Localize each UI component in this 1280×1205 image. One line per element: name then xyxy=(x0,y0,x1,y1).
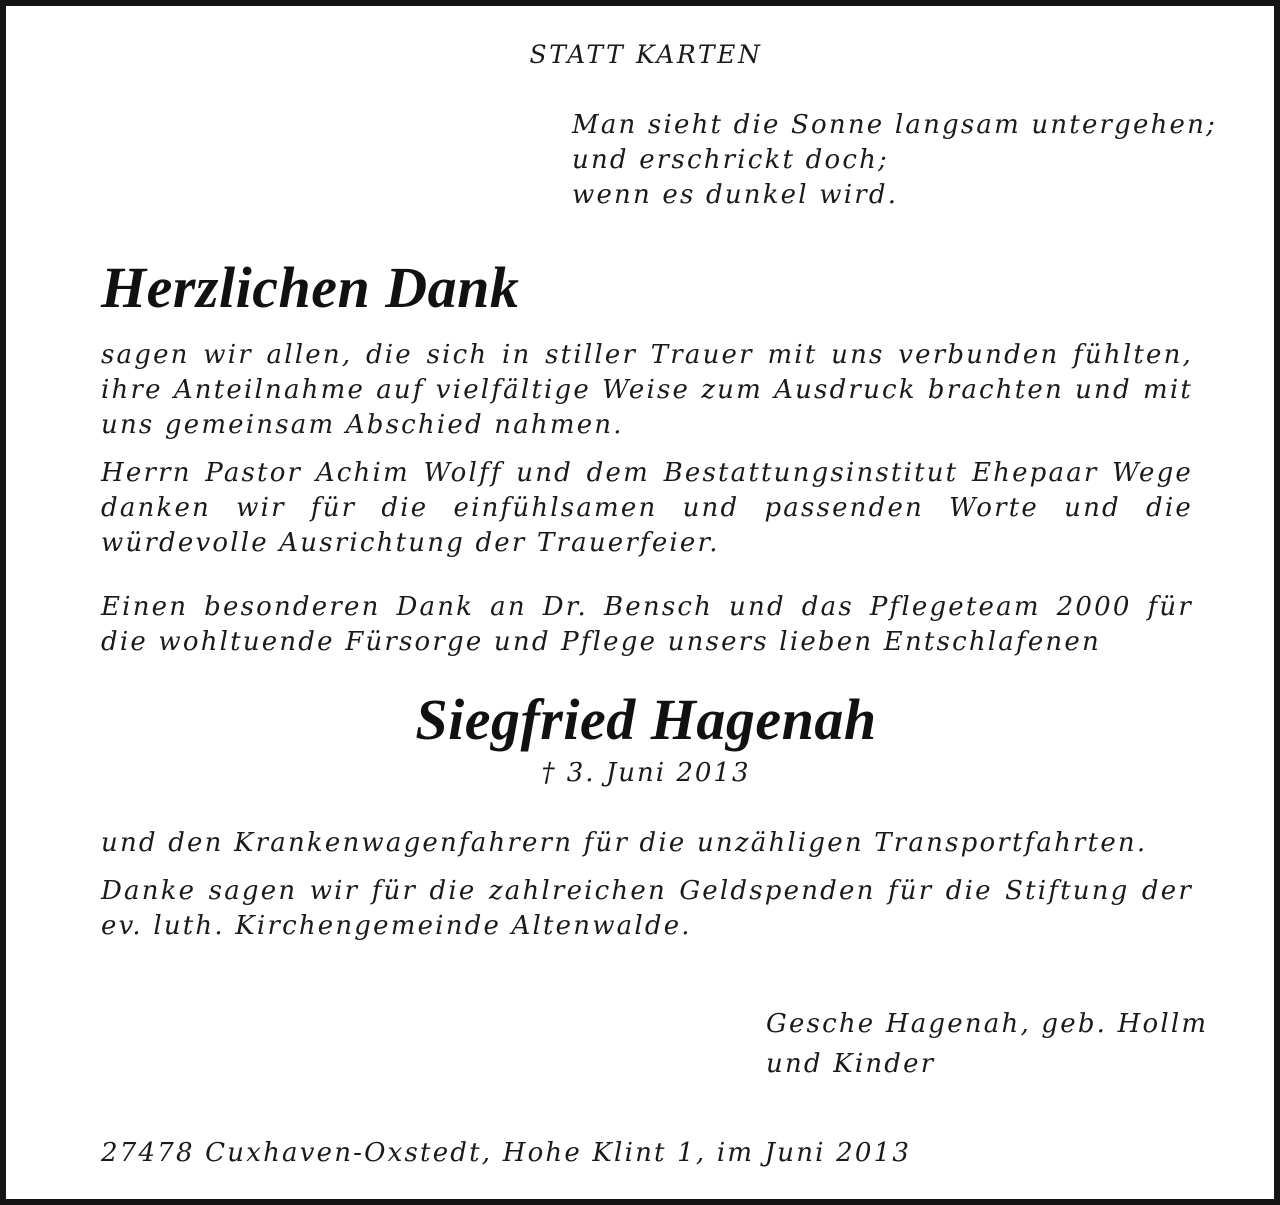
paragraph-care: Einen besonderen Dank an Dr. Bensch und das Pflegeteam 2000 für die wohltuende Fürsorge und Pflege unsers lieben Entschlafenen xyxy=(101,592,1193,657)
quote xyxy=(572,108,1218,213)
signature xyxy=(766,1004,1208,1084)
paragraph-thanks: sagen wir allen, die sich in stiller Trauer mit uns verbunden fühlten, ihre Anteilnahme auf vielfältige Weise zum Ausdruck brachten und mit uns gemeinsam Abschied nahmen. xyxy=(101,340,1193,440)
signature-line: und Kinder xyxy=(766,1049,936,1079)
paragraph-donations: Danke sagen wir für die zahlreichen Geldspenden für die Stiftung der ev. luth. Kirchengemeinde Altenwalde. xyxy=(101,876,1193,941)
header-note: STATT KARTEN xyxy=(529,40,763,69)
heading: Herzlichen Dank xyxy=(101,255,520,320)
quote-line: wenn es dunkel wird. xyxy=(572,180,899,210)
paragraph-pastor: Herrn Pastor Achim Wolff und dem Bestattungsinstitut Ehepaar Wege danken wir für die einfühlsamen und passenden Worte und die würdevolle Ausrichtung der Trauerfeier. xyxy=(101,458,1193,558)
signature-line: Gesche Hagenah, geb. Hollm xyxy=(766,1009,1209,1039)
death-date: † 3. Juni 2013 xyxy=(541,758,751,788)
deceased-name: Siegfried Hagenah xyxy=(415,687,877,752)
quote-line: Man sieht die Sonne langsam untergehen; xyxy=(572,110,1218,140)
footer-address: 27478 Cuxhaven-Oxstedt, Hohe Klint 1, im Juni 2013 xyxy=(101,1138,912,1168)
quote-line: und erschrickt doch; xyxy=(572,145,889,175)
paragraph-ambulance: und den Krankenwagenfahrern für die unzähligen Transportfahrten. xyxy=(101,828,1148,858)
